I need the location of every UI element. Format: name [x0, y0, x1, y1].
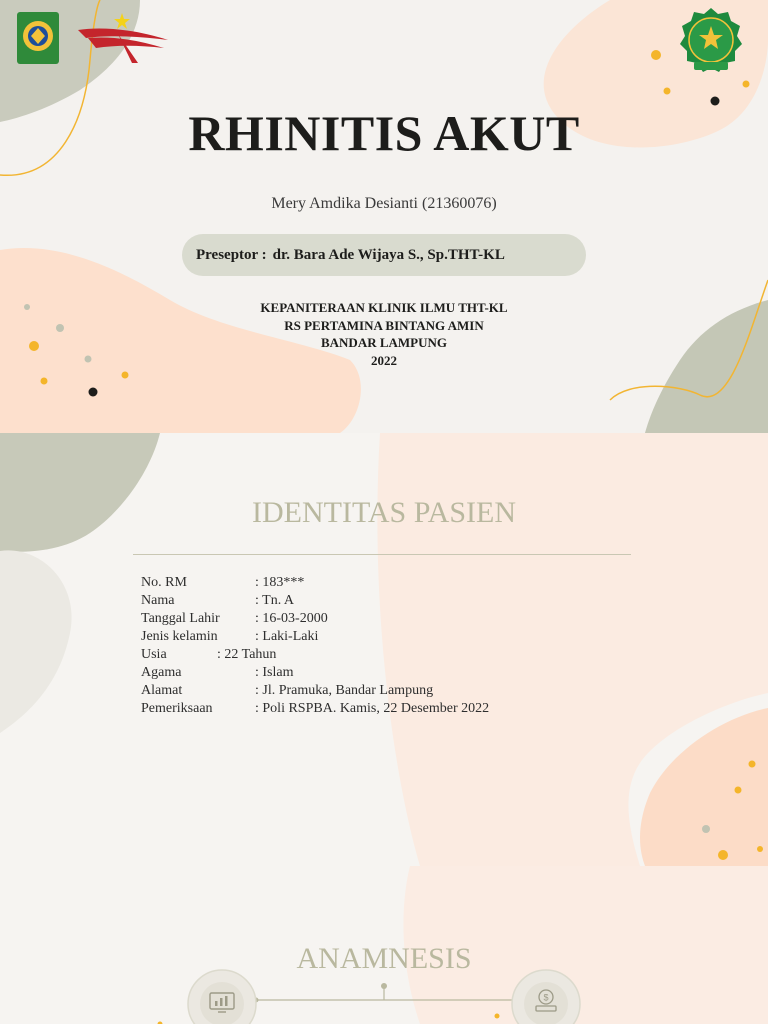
monitor-chart-icon	[209, 992, 235, 1014]
identity-value: : 16-03-2000	[255, 611, 328, 626]
patient-identity-slide	[0, 433, 768, 866]
identity-label: Agama	[141, 665, 182, 680]
identity-label: Usia	[141, 647, 167, 662]
title-divider	[133, 554, 631, 555]
identity-label: Jenis kelamin	[141, 629, 218, 644]
identity-value: : Tn. A	[255, 593, 295, 608]
identity-label: Nama	[141, 593, 175, 608]
anamnesis-slide	[0, 866, 768, 1024]
preceptor-name: dr. Bara Ade Wijaya S., Sp.THT-KL	[272, 246, 505, 263]
identity-label: Alamat	[141, 683, 183, 698]
identity-value: : 183***	[255, 575, 305, 590]
identity-value: : Poli RSPBA. Kamis, 22 Desember 2022	[255, 701, 490, 716]
laptop-dollar-icon	[533, 988, 559, 1014]
svg-text:$: $	[543, 992, 549, 1003]
institution-line: RS PERTAMINA BINTANG AMIN	[284, 317, 484, 333]
author-name: Mery Amdika Desianti (21360076)	[271, 195, 497, 212]
hospital-logo-badge	[17, 12, 59, 64]
institution-block	[0, 299, 768, 369]
institution-line: KEPANITERAAN KLINIK ILMU THT-KL	[260, 300, 508, 315]
institution-year: 2022	[371, 352, 397, 368]
presentation-title: RHINITIS AKUT	[188, 105, 580, 161]
university-logo-badge	[676, 6, 746, 78]
identity-value: : Islam	[255, 665, 294, 680]
identity-label: Pemeriksaan	[141, 701, 213, 716]
pertamina-logo	[78, 8, 170, 66]
title-slide	[0, 0, 768, 433]
section-title: ANAMNESIS	[296, 942, 472, 975]
preceptor-pill	[182, 234, 586, 276]
identity-value: : Jl. Pramuka, Bandar Lampung	[255, 683, 434, 698]
identity-label: Tanggal Lahir	[141, 611, 220, 626]
identity-value: : Laki-Laki	[255, 629, 319, 644]
institution-line: BANDAR LAMPUNG	[320, 335, 448, 350]
section-title: IDENTITAS PASIEN	[252, 496, 516, 529]
identity-label: No. RM	[141, 575, 187, 590]
identity-value: : 22 Tahun	[217, 647, 277, 662]
preceptor-label: Preseptor :	[196, 246, 267, 263]
